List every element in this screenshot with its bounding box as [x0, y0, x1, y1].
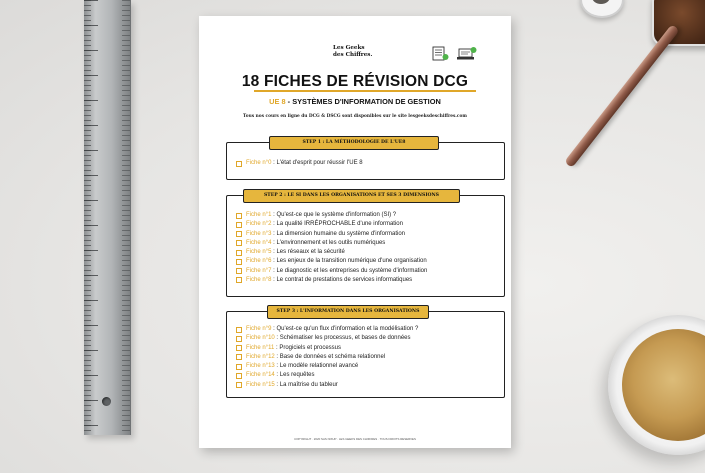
brand-logo: [333, 45, 393, 59]
list-item: Fiche n°5 : Les réseaux et la sécurité: [236, 248, 427, 257]
fiche-title: Base de données et schéma relationnel: [279, 353, 386, 360]
fiche-title: Qu'est-ce qu'un flux d'information et la modélisation ?: [276, 326, 419, 332]
checkbox-icon[interactable]: [236, 345, 242, 351]
fiche-number: Fiche n°15: [246, 381, 275, 388]
checkbox-icon[interactable]: [236, 373, 242, 379]
fiche-number: Fiche n°8: [246, 276, 272, 283]
fiche-title: La maîtrise du tableur: [279, 381, 338, 388]
list-item: Fiche n°14 : Les requêtes: [236, 371, 418, 380]
fiche-number: Fiche n°12: [246, 353, 275, 360]
ruler-hole: [102, 397, 111, 406]
checkbox-icon[interactable]: [236, 277, 242, 283]
checkbox-icon[interactable]: [236, 259, 242, 265]
fiche-title: L'état d'esprit pour réussir l'UE 8: [276, 160, 363, 166]
subtitle-text: SYSTÈMES D'INFORMATION DE GESTION: [292, 97, 441, 106]
checkbox-icon[interactable]: [236, 213, 242, 219]
list-item: Fiche n°15 : La maîtrise du tableur: [236, 381, 418, 390]
fiche-title: Le modèle relationnel avancé: [279, 363, 359, 369]
list-item: Fiche n°2 : La qualité IRRÉPROCHABLE d'une information: [236, 220, 427, 229]
checkbox-icon[interactable]: [236, 231, 242, 237]
revision-sheet: [199, 16, 511, 448]
fiche-number: Fiche n°10: [246, 335, 275, 342]
list-item: Fiche n°3 : La dimension humaine du système d'information: [236, 230, 427, 239]
document-icon: [431, 46, 451, 62]
section-step-2: [226, 195, 505, 297]
step-2-label: STEP 2 : LE SI DANS LES ORGANISATIONS ET SES 3 DIMENSIONS: [243, 189, 460, 203]
list-item: Fiche n°0 : L'état d'esprit pour réussir l'UE 8: [236, 159, 363, 168]
checkbox-icon[interactable]: [236, 268, 242, 274]
fiche-number: Fiche n°0: [246, 160, 272, 166]
fiche-title: La dimension humaine du système d'information: [276, 230, 405, 237]
fiche-number: Fiche n°11: [246, 344, 275, 351]
step-1-label: STEP 1 : LA MÉTHODOLOGIE DE L'UE8: [269, 136, 439, 150]
list-item: Fiche n°11 : Progiciels et processus: [236, 344, 418, 353]
fiche-title: Le contrat de prestations de services informatiques: [276, 276, 413, 283]
checkbox-icon[interactable]: [236, 250, 242, 256]
fiche-title: La qualité IRRÉPROCHABLE d'une information: [276, 221, 403, 228]
step-2-list: [236, 211, 427, 285]
checkbox-icon[interactable]: [236, 364, 242, 370]
list-item: Fiche n°4 : L'environnement et les outils numériques: [236, 239, 427, 248]
list-item: Fiche n°6 : Les enjeux de la transition numérique d'une organisation: [236, 257, 427, 266]
fiche-number: Fiche n°13: [246, 363, 275, 369]
title-underline: [254, 90, 476, 92]
page-title: 18 FICHES DE RÉVISION DCG: [241, 73, 469, 90]
section-step-3: [226, 311, 505, 398]
list-item: Fiche n°8 : Le contrat de prestations de services informatiques: [236, 276, 427, 285]
brand-line-2: des Chiffres.: [333, 52, 373, 58]
metal-ruler: [84, 0, 131, 435]
subtitle-separator: -: [285, 97, 293, 106]
list-item: Fiche n°12 : Base de données et schéma relationnel: [236, 353, 418, 362]
ruler-right-ticks: [84, 0, 130, 435]
checkbox-icon[interactable]: [236, 240, 242, 246]
fiche-title: Les requêtes: [279, 372, 315, 379]
fiche-title: L'environnement et les outils numériques: [276, 239, 386, 246]
fiche-title: Le diagnostic et les entreprises du système d'information: [276, 267, 428, 274]
checkbox-icon[interactable]: [236, 382, 242, 388]
fiche-number: Fiche n°3: [246, 230, 272, 237]
step-3-list: [236, 325, 418, 390]
list-item: Fiche n°10 : Schématiser les processus, et bases de données: [236, 334, 418, 343]
checkbox-icon[interactable]: [236, 222, 242, 228]
fiche-number: Fiche n°9: [246, 326, 272, 332]
fiche-number: Fiche n°7: [246, 267, 272, 274]
fiche-title: Les enjeux de la transition numérique d'une organisation: [276, 258, 427, 265]
fiche-number: Fiche n°5: [246, 249, 272, 255]
fiche-title: Schématiser les processus, et bases de données: [279, 335, 411, 342]
computer-icon: [456, 46, 476, 62]
fiche-title: Les réseaux et la sécurité: [276, 249, 345, 255]
checkbox-icon[interactable]: [236, 161, 242, 167]
checkbox-icon[interactable]: [236, 336, 242, 342]
subtitle-ue: UE 8: [269, 97, 286, 106]
copyright-footer: COPYRIGHT · 2020 SAS NIXUP · LES GEEKS DES CHIFFRES · TOUS DROITS RESERVES: [294, 437, 416, 441]
list-item: Fiche n°13 : Le modèle relationnel avancé: [236, 362, 418, 371]
page-subtitle: [199, 97, 511, 106]
step-3-label: STEP 3 : L'INFORMATION DANS LES ORGANISATIONS: [267, 305, 429, 319]
brand-line-1: Les Geeks: [333, 45, 365, 51]
fiche-number: Fiche n°14: [246, 372, 275, 379]
fiche-title: Qu'est-ce que le système d'information (SI) ?: [276, 212, 397, 218]
fiche-number: Fiche n°6: [246, 258, 272, 265]
checkbox-icon[interactable]: [236, 327, 242, 333]
list-item: Fiche n°7 : Le diagnostic et les entreprises du système d'information: [236, 267, 427, 276]
fiche-number: Fiche n°2: [246, 221, 272, 228]
fiche-title: Progiciels et processus: [279, 344, 342, 351]
list-item: Fiche n°1 : Qu'est-ce que le système d'information (SI) ?: [236, 211, 427, 220]
checkbox-icon[interactable]: [236, 354, 242, 360]
list-item: Fiche n°9 : Qu'est-ce qu'un flux d'information et la modélisation ?: [236, 325, 418, 334]
fiche-number: Fiche n°4: [246, 239, 272, 246]
courses-notice: Tous nos cours en ligne du DCG & DSCG sont disponibles sur le site lesgeeksdeschiffres.com: [243, 114, 467, 119]
fiche-number: Fiche n°1: [246, 212, 272, 218]
step-1-list: [236, 159, 363, 168]
